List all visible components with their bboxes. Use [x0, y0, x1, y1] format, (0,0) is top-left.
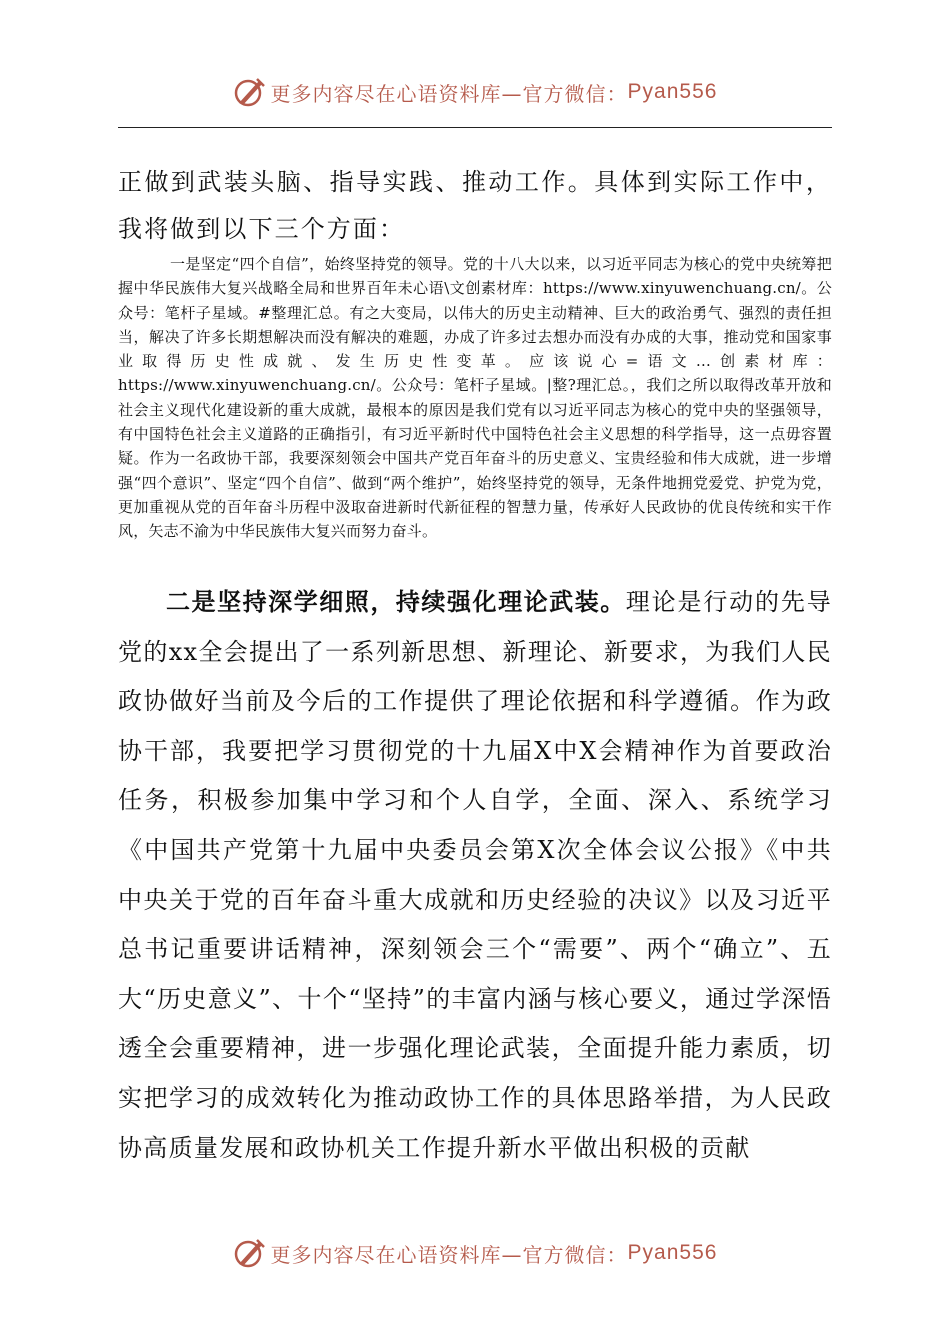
pen-logo-icon	[233, 75, 267, 109]
header-banner-text: 更多内容尽在心语资料库—官方微信：	[270, 81, 628, 106]
header-banner	[0, 72, 950, 112]
footer-banner-text: 更多内容尽在心语资料库—官方微信：	[270, 1242, 628, 1267]
point-two-heading: 二是坚持深学细照，持续强化理论武装。	[166, 588, 626, 616]
footer-banner	[0, 1233, 950, 1273]
pen-logo-icon	[233, 1236, 267, 1270]
paragraph-point-one: 一是坚定“四个自信”，始终坚持党的领导。党的十八大以来，以习近平同志为核心的党中央统筹把握中华民族伟大复兴战略全局和世界百年未心语\文创素材库：https://www.xinyuwenchuang.cn/。公众号：笔杆子星域。#整理汇总。有之大变局，以伟大的历史主动精神、巨大的政治勇气、强烈的责任担当，解决了许多长期想解决而没有解决的难题，办成了许多过去想办而没有办成的大事，推动党和国家事业取得历史性成就、发生历史性变革。应该说心=语文…创素材库：https://www.xinyuwenchuang.cn/。公众号：笔杆子星域。|整?理汇总。，我们之所以取得改革开放和社会主义现代化建设新的重大成就，最根本的原因是我们党有以习近平同志为核心的党中央的坚强领导，有中国特色社会主义道路的正确指引，有习近平新时代中国特色社会主义思想的科学指导，这一点毋容置疑。作为一名政协干部，我要深刻领会中国共产党百年奋斗的历史意义、宝贵经验和伟大成就，进一步增强“四个意识”、坚定“四个自信”、做到“两个维护”，始终坚持党的领导，无条件地拥党爱党、护党为党，更加重视从党的百年奋斗历程中汲取奋进新时代新征程的智慧力量，传承好人民政协的优良传统和实干作风，矢志不渝为中华民族伟大复兴而努力奋斗。	[118, 255, 832, 541]
header-divider	[118, 127, 832, 128]
footer-wechat-id: Pyan556	[627, 1241, 718, 1264]
point-two-text: 理论是行动的先导党的xx全会提出了一系列新思想、新理论、新要求，为我们人民政协做好当前及今后的工作提供了理论依据和科学遵循。作为政协干部，我要把学习贯彻党的十九届X中X会精神作为首要政治任务，积极参加集中学习和个人自学，全面、深入、系统学习《中国共产党第十九届中央委员会第X次全体会议公报》《中共中央关于党的百年奋斗重大成就和历史经验的决议》以及习近平总书记重要讲话精神，深刻领会三个“需要”、两个“确立”、五大“历史意义”、十个“坚持”的丰富内涵与核心要义，通过学深悟透全会重要精神，进一步强化理论武装，全面提升能力素质，切实把学习的成效转化为推动政协工作的具体思路举措，为人民政协高质量发展和政协机关工作提升新水平做出积极的贡献	[118, 588, 833, 1162]
header-wechat-id: Pyan556	[627, 80, 718, 103]
paragraph-point-two	[118, 578, 832, 1173]
paragraph-intro: 正做到武装头脑、指导实践、推动工作。具体到实际工作中，我将做到以下三个方面：	[118, 168, 832, 243]
